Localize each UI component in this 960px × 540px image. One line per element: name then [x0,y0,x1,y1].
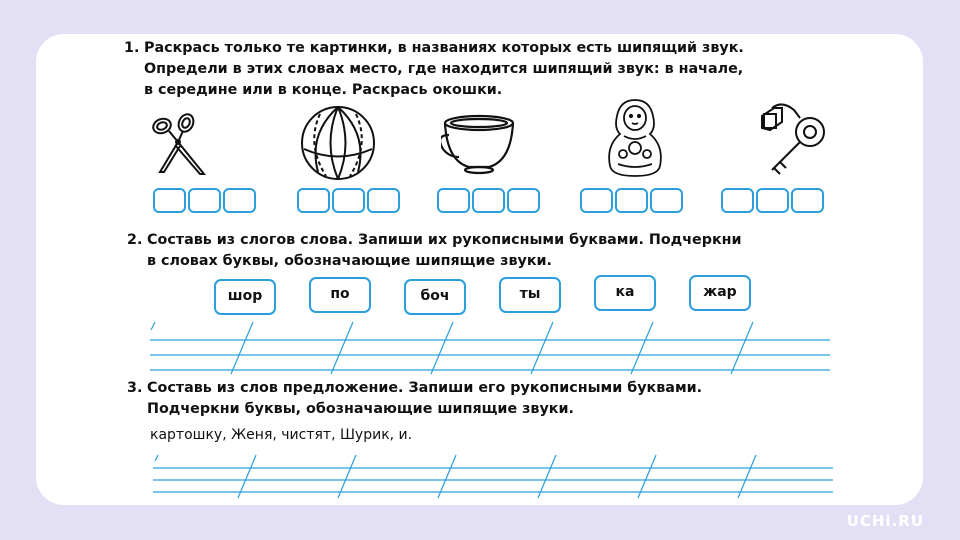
handwriting-lines-1[interactable] [145,318,835,376]
task-3-instructions [127,378,702,420]
answer-box-end[interactable] [791,188,824,213]
answer-boxes-5 [721,188,824,213]
answer-boxes-2 [297,188,400,213]
handwriting-lines-2[interactable] [148,452,838,500]
answer-box-middle[interactable] [615,188,648,213]
answer-box-start[interactable] [721,188,754,213]
cup-icon[interactable] [441,113,521,175]
answer-boxes-3 [437,188,540,213]
answer-box-end[interactable] [507,188,540,213]
task-1-line-2: Определи в этих словах место, где находится шипящий звук: в начале, [144,61,744,77]
task-1-instructions [124,38,744,101]
scissors-icon[interactable] [148,112,210,178]
scrambled-words: картошку, Женя, чистят, Шурик, и. [150,427,413,443]
syllable-card[interactable]: ты [499,277,561,313]
answer-box-end[interactable] [223,188,256,213]
keys-icon[interactable] [752,100,834,180]
answer-box-middle[interactable] [756,188,789,213]
answer-box-start[interactable] [580,188,613,213]
task-3-line-2: Подчеркни буквы, обозначающие шипящие звуки. [147,401,574,417]
syllable-card[interactable]: шор [214,279,276,315]
task-1-line-1: Раскрась только те картинки, в названиях которых есть шипящий звук. [144,40,744,56]
task-3-line-1: Составь из слов предложение. Запиши его рукописными буквами. [147,380,703,396]
task-1-number: 1. [124,40,140,56]
answer-box-end[interactable] [650,188,683,213]
answer-box-start[interactable] [437,188,470,213]
task-2-line-2: в словах буквы, обозначающие шипящие звуки. [147,253,552,269]
task-2-number: 2. [127,232,143,248]
answer-boxes-1 [153,188,256,213]
uchi-logo: UCHi.RU [846,512,924,530]
task-2-line-1: Составь из слогов слова. Запиши их рукописными буквами. Подчеркни [147,232,742,248]
answer-box-start[interactable] [297,188,330,213]
answer-box-end[interactable] [367,188,400,213]
task-2-instructions [127,230,742,272]
answer-box-start[interactable] [153,188,186,213]
answer-box-middle[interactable] [332,188,365,213]
answer-boxes-4 [580,188,683,213]
watermelon-icon[interactable] [298,104,378,182]
task-1-line-3: в середине или в конце. Раскрась окошки. [144,82,503,98]
answer-box-middle[interactable] [472,188,505,213]
matryoshka-icon[interactable] [600,98,670,178]
task-3-number: 3. [127,380,143,396]
syllable-card[interactable]: ка [594,275,656,311]
syllable-card[interactable]: по [309,277,371,313]
syllable-card[interactable]: жар [689,275,751,311]
answer-box-middle[interactable] [188,188,221,213]
syllable-card[interactable]: боч [404,279,466,315]
